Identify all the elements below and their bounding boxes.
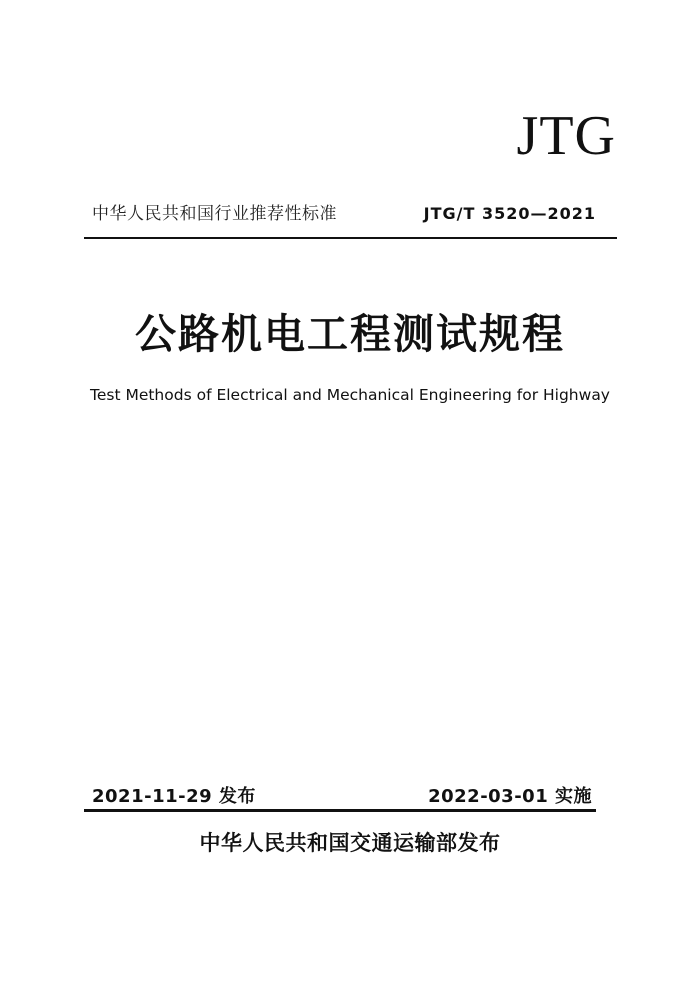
publish-date: 2021-11-29 发布 xyxy=(92,786,256,807)
implementation-date: 2022-03-01 实施 xyxy=(428,786,592,807)
document-title-chinese: 公路机电工程测试规程 xyxy=(135,310,565,358)
standard-code: JTG/T 3520—2021 xyxy=(423,204,596,223)
document-title-english: Test Methods of Electrical and Mechanical Engineering for Highway xyxy=(90,386,610,404)
publisher: 中华人民共和国交通运输部发布 xyxy=(199,831,501,855)
top-divider xyxy=(84,237,617,239)
jtg-logo: JTG xyxy=(516,105,616,167)
bottom-divider xyxy=(84,809,596,812)
standard-type: 中华人民共和国行业推荐性标准 xyxy=(92,204,337,224)
